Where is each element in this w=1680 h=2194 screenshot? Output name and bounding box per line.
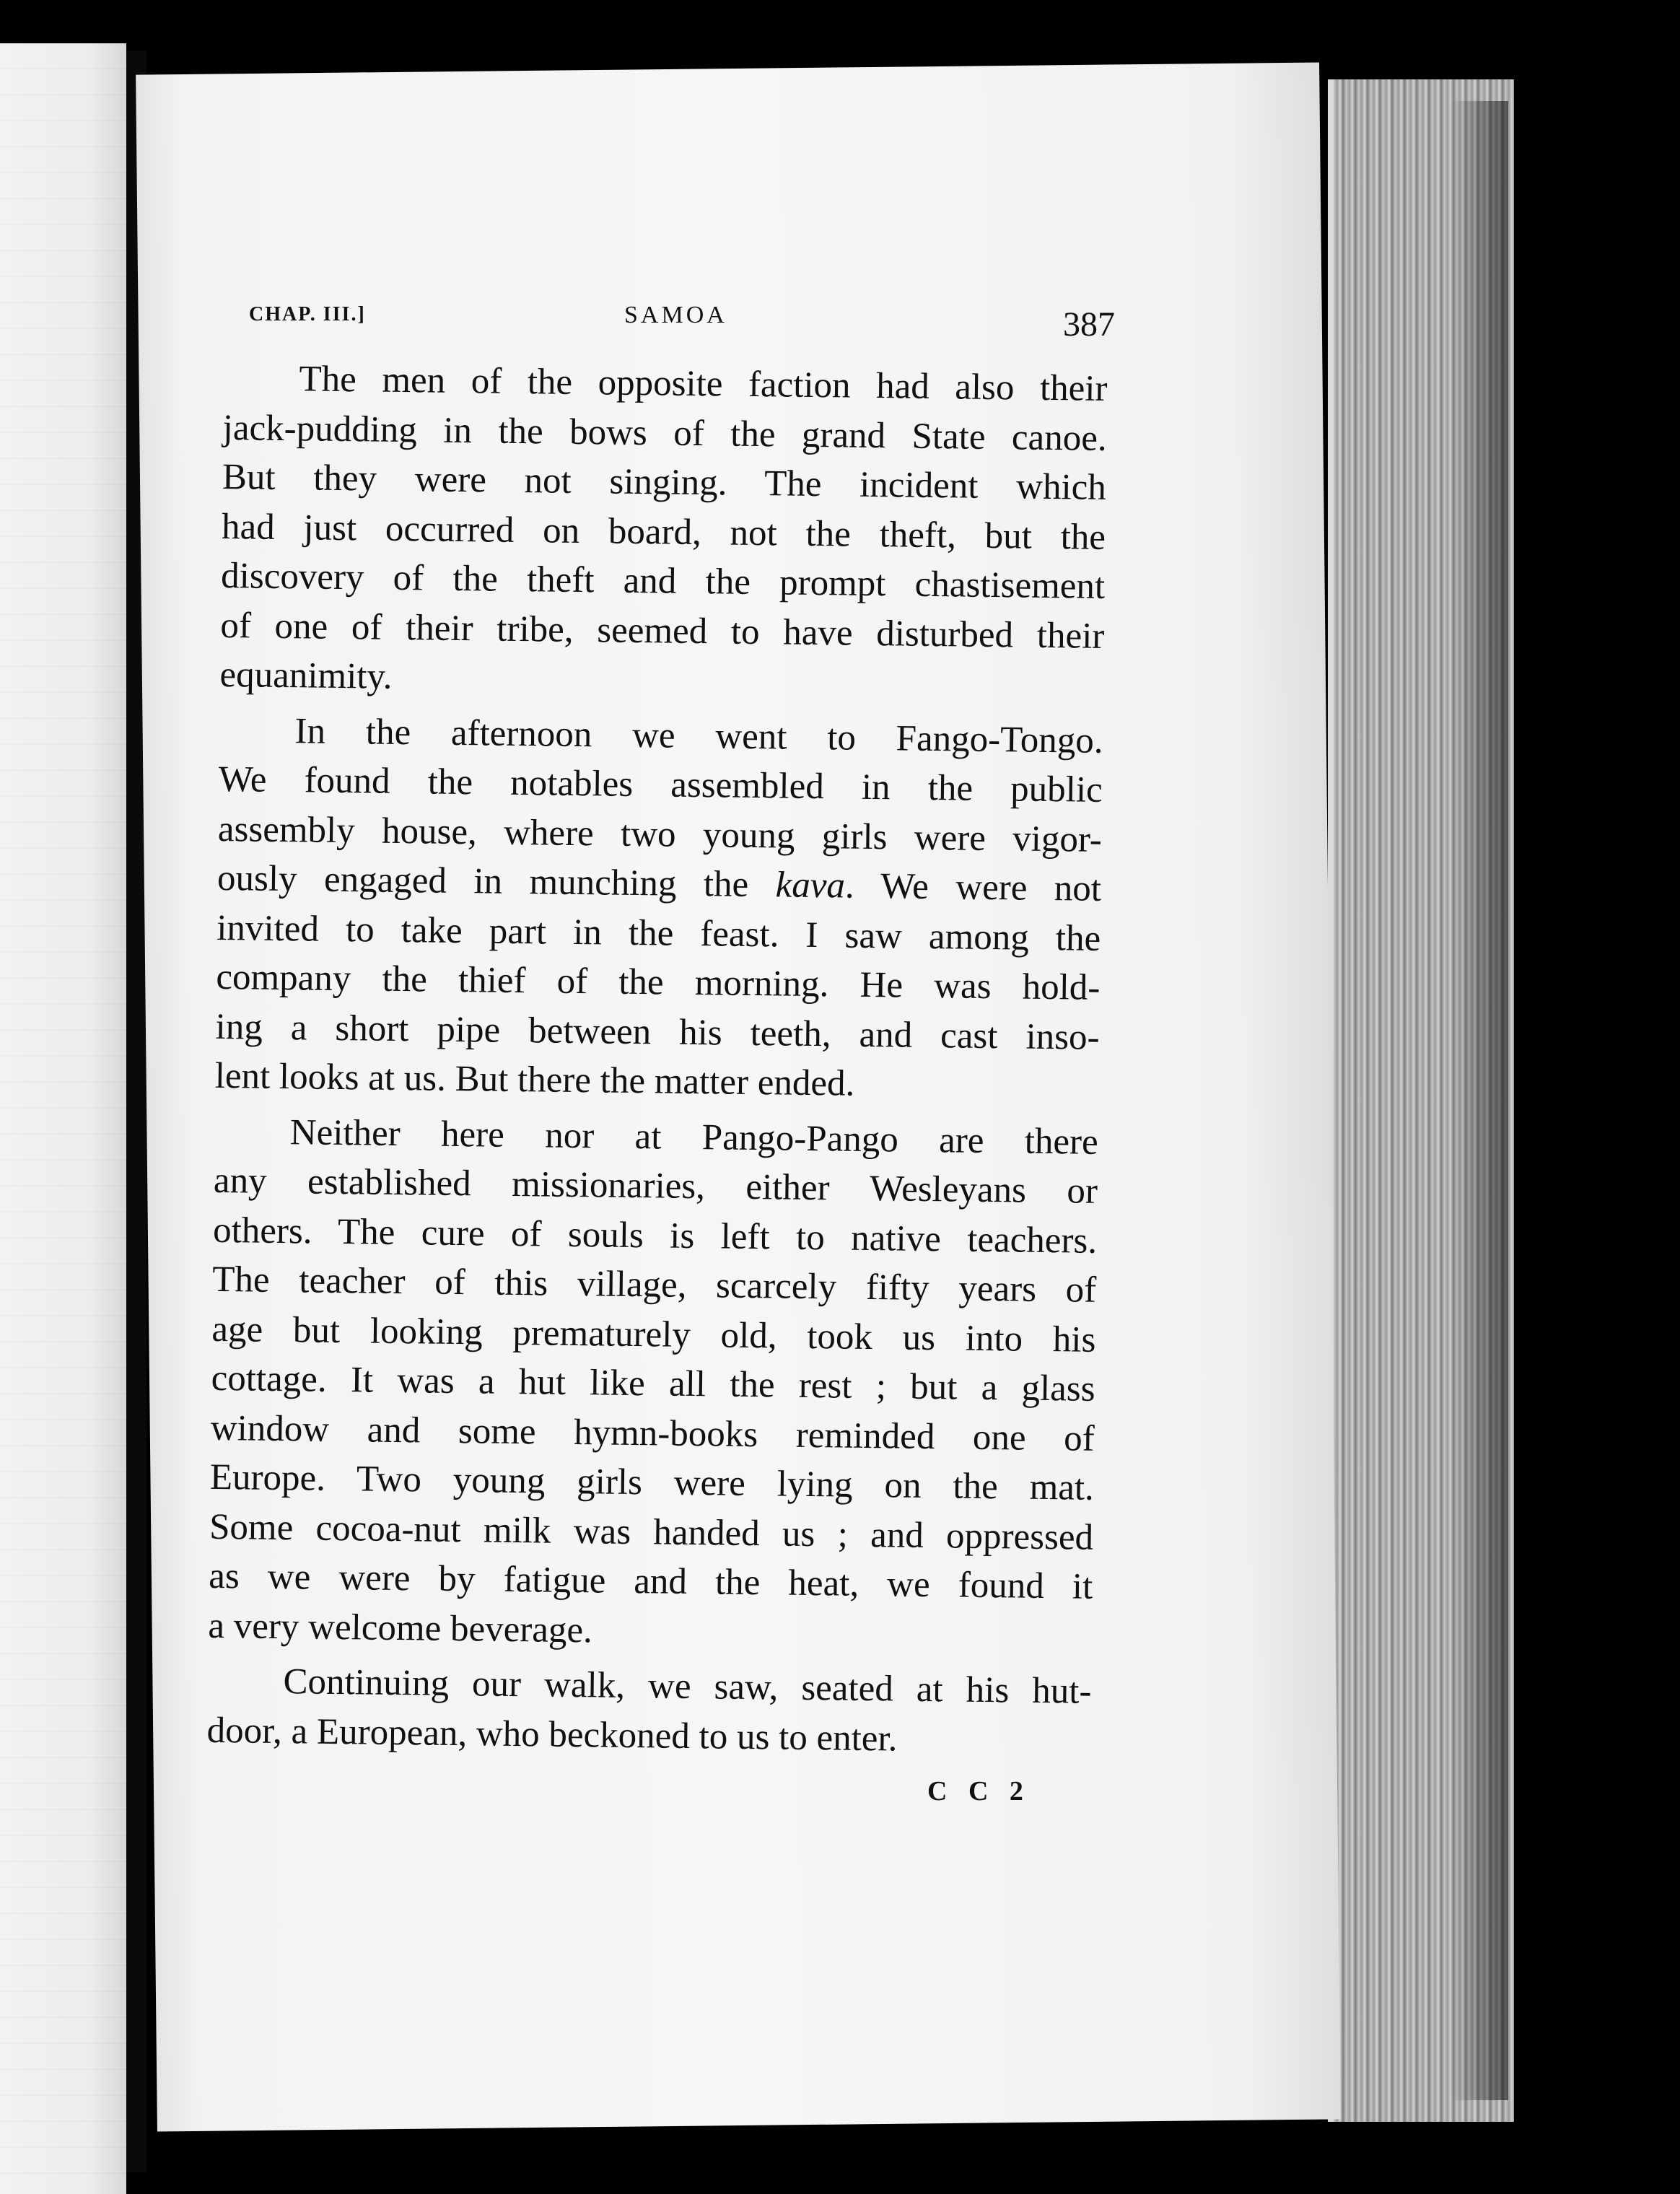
text-line: ously engaged in munching the kava. We were not <box>216 857 1102 909</box>
text-line: The teacher of this village, scarcely fifty years of <box>211 1259 1097 1311</box>
text-line: jack-pudding in the bows of the grand State canoe. <box>222 407 1107 459</box>
text-line: others. The cure of souls is left to native teachers. <box>212 1210 1098 1262</box>
text-line: Continuing our walk, we saw, seated at his hut- <box>283 1661 1092 1712</box>
paragraph <box>214 705 1103 1111</box>
text-line: as we were by fatigue and the heat, we found it <box>208 1555 1093 1607</box>
text-line: window and some hymn-books reminded one of <box>210 1407 1095 1459</box>
page-edges-shadow <box>1451 101 1508 2100</box>
text-line: age but looking prematurely old, took us into his <box>211 1308 1096 1360</box>
text-line: door, a European, who beckoned to us to enter. <box>206 1710 898 1760</box>
paragraph <box>208 1106 1098 1661</box>
running-head: SAMOA <box>624 302 727 328</box>
text-line: discovery of the theft and the prompt chastisement <box>220 555 1106 607</box>
text-line: lent looks at us. But there the matter ended. <box>214 1055 855 1104</box>
text-line: ing a short pipe between his teeth, and cast inso- <box>215 1006 1100 1058</box>
text-line: of one of their tribe, seemed to have disturbed their <box>220 605 1105 657</box>
text-line: equanimity. <box>219 654 393 697</box>
text-line: But they were not singing. The incident which <box>222 456 1107 508</box>
text-line: invited to take part in the feast. I saw among the <box>216 907 1101 959</box>
text-line: Some cocoa-nut milk was handed us ; and oppressed <box>209 1506 1094 1558</box>
text-line: Europe. Two young girls were lying on the mat. <box>209 1456 1095 1508</box>
text-line: cottage. It was a hut like all the rest ; but a glass <box>211 1358 1095 1410</box>
text-line: any established missionaries, either Wesleyans or <box>213 1160 1098 1212</box>
text-line: The men of the opposite faction had also their <box>299 359 1108 409</box>
text-line: We found the notables assembled in the public <box>218 759 1103 810</box>
signature-mark: C C 2 <box>927 1776 1031 1806</box>
text-line: a very welcome beverage. <box>208 1605 593 1651</box>
text-line: assembly house, where two young girls were vigor- <box>217 808 1103 860</box>
previous-page-ruling <box>0 43 126 2194</box>
chapter-label: CHAP. III.] <box>249 303 366 325</box>
paragraph <box>219 354 1108 710</box>
page-header <box>242 294 1115 345</box>
page-number: 387 <box>1063 305 1115 344</box>
paragraph <box>206 1656 1092 1766</box>
text-line: company the thief of the morning. He was hold- <box>216 956 1101 1008</box>
body-text <box>206 354 1108 1772</box>
text-line: In the afternoon we went to Fango-Tongo. <box>294 710 1103 761</box>
text-line: Neither here nor at Pango-Pango are there <box>289 1111 1099 1163</box>
text-line: had just occurred on board, not the theft, but the <box>221 506 1106 558</box>
